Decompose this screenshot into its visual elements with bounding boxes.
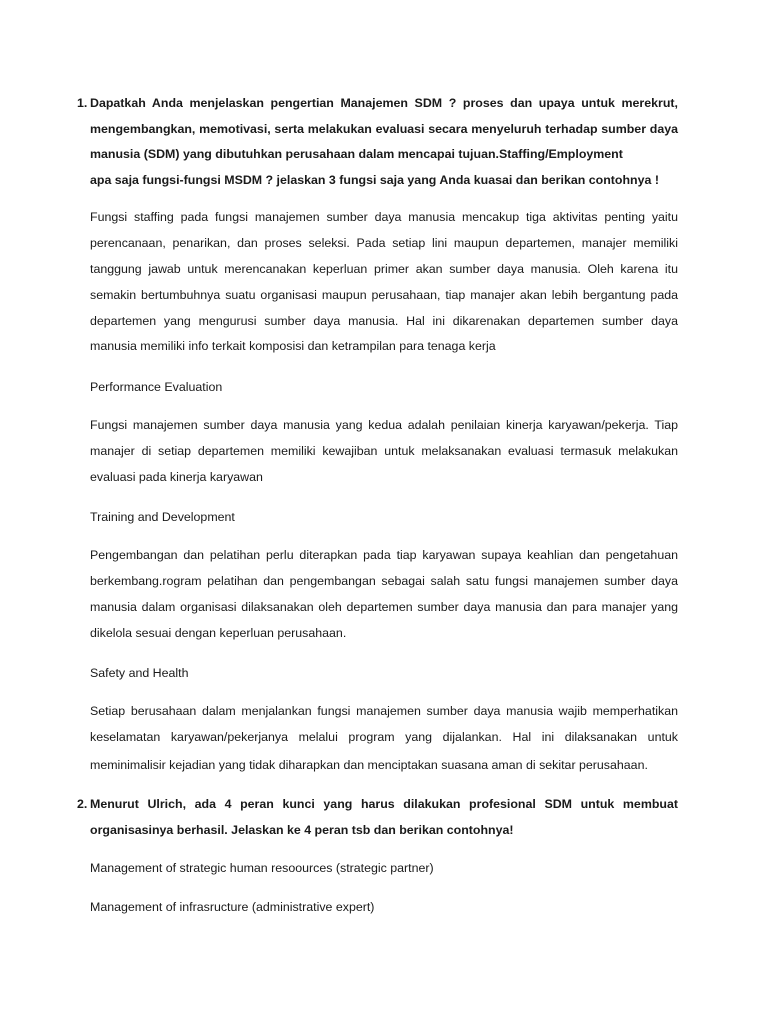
paragraph-line: perencanaan, penarikan, dan proses seleksi. Pada setiap lini maupun departemen, manajer memiliki: [90, 236, 678, 250]
question-1-line: mengembangkan, memotivasi, serta melakukan evaluasi secara menyeluruh terhadap sumber daya: [90, 122, 678, 136]
question-number: 1.: [77, 96, 88, 110]
paragraph-line: semakin bertumbuhnya suatu organisasi maupun perusahaan, tiap manajer akan lebih bergantung pada: [90, 288, 678, 302]
section-heading: Training and Development: [90, 510, 235, 524]
paragraph-line: Fungsi manajemen sumber daya manusia yang kedua adalah penilaian kinerja karyawan/pekerja. Tiap: [90, 418, 678, 432]
role-item: Management of infrasructure (administrative expert): [90, 900, 375, 914]
paragraph-line: manusia dalam organisasi dilaksanakan oleh departemen sumber daya manusia dan para manajer yang: [90, 600, 678, 614]
role-item: Management of strategic human resoources (strategic partner): [90, 861, 434, 875]
question-2-line: Menurut Ulrich, ada 4 peran kunci yang harus dilakukan profesional SDM untuk membuat: [90, 797, 678, 811]
paragraph-line: tanggung jawab untuk merencanakan keperluan primer akan sumber daya manusia. Oleh karena itu: [90, 262, 678, 276]
question-1-line: manusia (SDM) yang dibutuhkan perusahaan dalam mencapai tujuan.Staffing/Employment: [90, 147, 623, 161]
question-number: 2.: [77, 797, 88, 811]
paragraph-line: keselamatan karyawan/pekerjanya melalui program yang dijalankan. Hal ini dilaksanakan untuk: [90, 730, 678, 744]
paragraph-line: manajer di setiap departemen memiliki kewajiban untuk melaksanakan evaluasi termasuk melakukan: [90, 444, 678, 458]
paragraph-line: berkembang.rogram pelatihan dan pengembangan sebagai salah satu fungsi manajemen sumber daya: [90, 574, 678, 588]
paragraph-line: Pengembangan dan pelatihan perlu diterapkan pada tiap karyawan supaya keahlian dan pengetahuan: [90, 548, 678, 562]
paragraph-line: meminimalisir kejadian yang tidak diharapkan dan menciptakan suasana aman di sekitar perusahaan.: [90, 758, 648, 772]
paragraph-line: Setiap berusahaan dalam menjalankan fungsi manajemen sumber daya manusia wajib memperhatikan: [90, 704, 678, 718]
paragraph-line: manusia memiliki info terkait komposisi dan ketrampilan para tenaga kerja: [90, 339, 496, 353]
paragraph-line: departemen yang mengurusi sumber daya manusia. Hal ini dikarenakan departemen sumber daya: [90, 314, 678, 328]
paragraph-line: evaluasi pada kinerja karyawan: [90, 470, 263, 484]
paragraph-line: dikelola sesuai dengan keperluan perusahaan.: [90, 626, 347, 640]
section-heading: Safety and Health: [90, 666, 189, 680]
paragraph-line: Fungsi staffing pada fungsi manajemen sumber daya manusia mencakup tiga aktivitas penting yaitu: [90, 210, 678, 224]
question-1-line: Dapatkah Anda menjelaskan pengertian Manajemen SDM ? proses dan upaya untuk merekrut,: [90, 96, 678, 110]
section-heading: Performance Evaluation: [90, 380, 223, 394]
question-1-line: apa saja fungsi-fungsi MSDM ? jelaskan 3 fungsi saja yang Anda kuasai dan berikan contohnya !: [90, 173, 659, 187]
question-2-line: organisasinya berhasil. Jelaskan ke 4 peran tsb dan berikan contohnya!: [90, 823, 514, 837]
